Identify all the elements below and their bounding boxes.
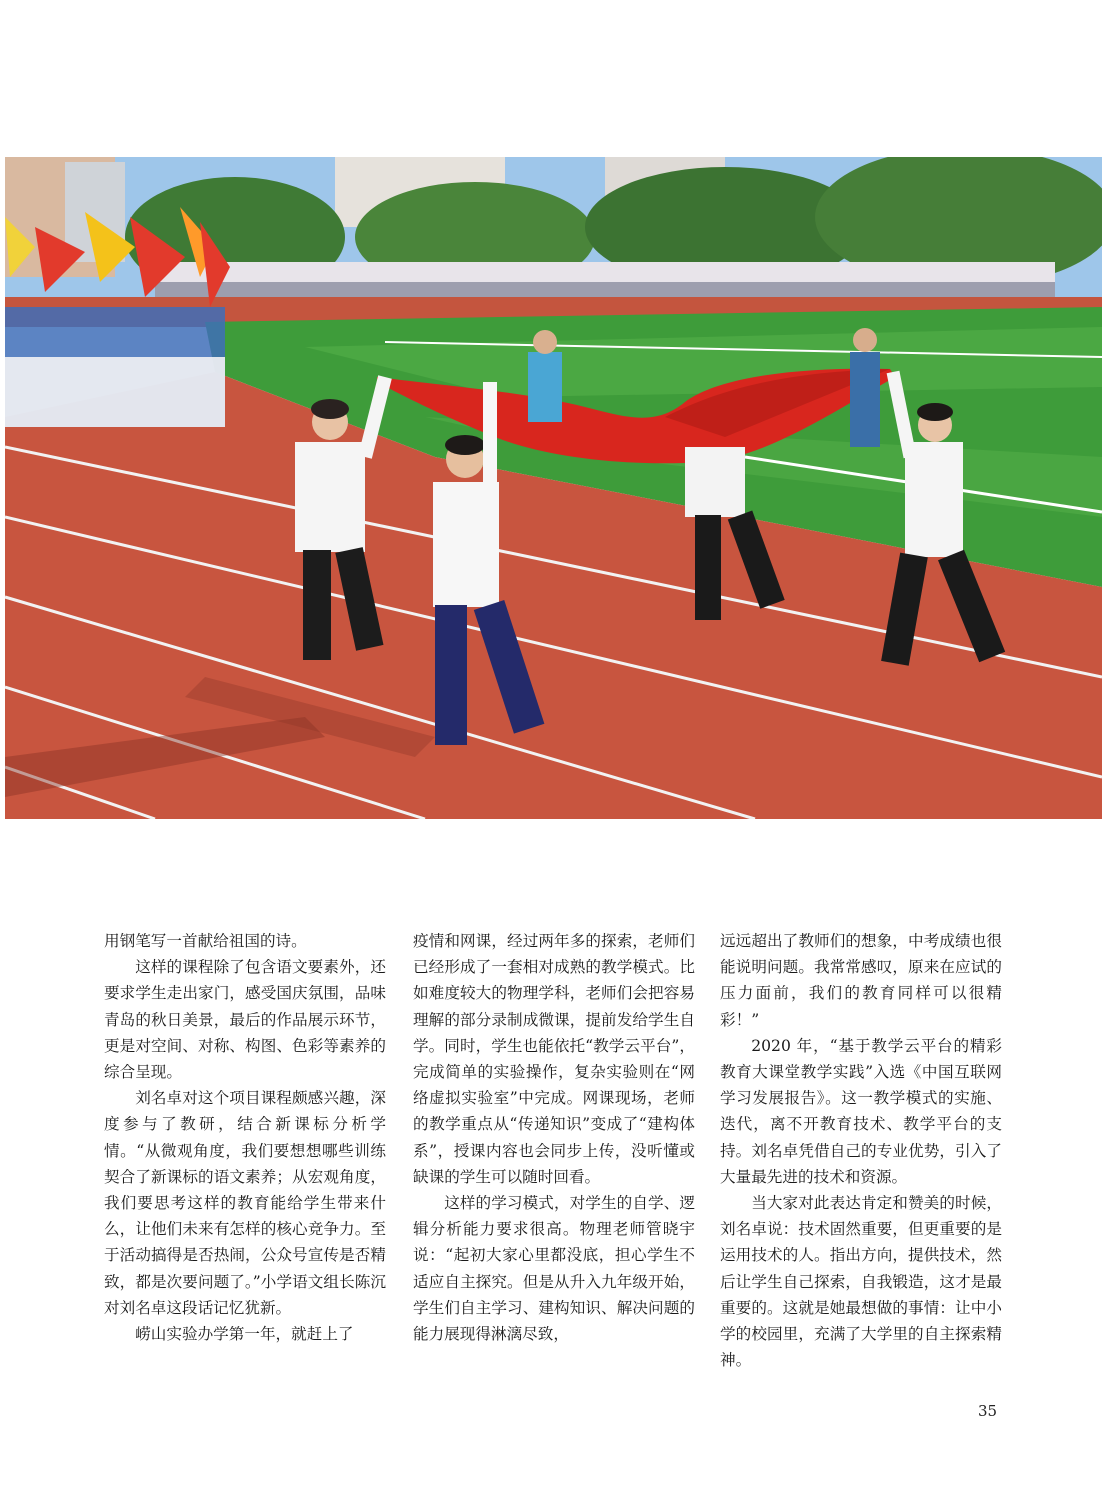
student-hair	[311, 399, 349, 419]
text-column-3	[720, 928, 1002, 1373]
student-trousers	[695, 515, 721, 620]
paragraph: 当大家对此表达肯定和赞美的时候，刘名卓说：技术固然重要，但更重要的是运用技术的人。指出方向，提供技术，然后让学生自己探索，自我锻造，这才是最重要的。这就是她最想做的事情：让中小学的校园里，充满了大学里的自主探索精神。	[720, 1194, 1002, 1370]
student-trousers	[435, 605, 467, 745]
paragraph: 刘名卓对这个项目课程颇感兴趣，深度参与了教研，结合新课标分析学情。“从微观角度，我们要想想哪些训练契合了新课标的语文素养；从宏观角度，我们要思考这样的教育能给学生带来什么，让他们未来有怎样的核心竞争力。至于活动搞得是否热闹，公众号宣传是否精致，都是次要问题了。”小学语文组长陈沉对刘名卓这段话记忆犹新。	[104, 1089, 386, 1317]
student-hair	[445, 435, 485, 455]
spectator	[850, 352, 880, 447]
spectator-head	[853, 328, 877, 352]
student	[433, 482, 499, 607]
student-trousers	[303, 550, 331, 660]
text-column-1	[104, 928, 386, 1347]
student-hair	[917, 403, 953, 421]
student	[905, 442, 963, 557]
paragraph: 这样的学习模式，对学生的自学、逻辑分析能力要求很高。物理老师管晓宇说：“起初大家心里都没底，担心学生不适应自主探究。但是从升入九年级开始，学生们自主学习、建构知识、解决问题的能力展现得淋漓尽致，	[413, 1194, 695, 1344]
paragraph: 这样的课程除了包含语文要素外，还要求学生走出家门，感受国庆氛围，品味青岛的秋日美景，最后的作品展示环节，更是对空间、对称、构图、色彩等素养的综合呈现。	[104, 958, 386, 1082]
photographer	[528, 352, 562, 422]
text-column-2	[413, 928, 695, 1347]
marching-students	[5, 357, 225, 427]
student	[685, 447, 745, 517]
student	[295, 442, 365, 552]
photo-illustration	[5, 157, 1102, 819]
photo-students-carrying-red-flag	[5, 157, 1102, 819]
paragraph: 远远超出了教师们的想象，中考成绩也很能说明问题。我常常感叹，原来在应试的压力面前，我们的教育同样可以很精彩！”	[720, 932, 1002, 1029]
photographer-head	[533, 330, 557, 354]
page-number: 35	[978, 1402, 998, 1420]
paragraph: 崂山实验办学第一年，就赶上了	[135, 1325, 354, 1344]
paragraph: 疫情和网课，经过两年多的探索，老师们已经形成了一套相对成熟的教学模式。比如难度较大的物理学科，老师们会把容易理解的部分录制成微课，提前发给学生自学。同时，学生也能依托“教学云平台”，完成简单的实验操作，复杂实验则在“网络虚拟实验室”中完成。网课现场，老师的教学重点从“传递知识”变成了“建构体系”，授课内容也会同步上传，没听懂或缺课的学生可以随时回看。	[413, 932, 695, 1186]
paragraph: 2020 年，“基于教学云平台的精彩教育大课堂教学实践”入选《中国互联网学习发展报告》。这一教学模式的实施、迭代，离不开教育技术、教学平台的支持。刘名卓凭借自己的专业优势，引入了大量最先进的技术和资源。	[720, 1036, 1002, 1186]
paragraph: 用钢笔写一首献给祖国的诗。	[104, 932, 307, 950]
